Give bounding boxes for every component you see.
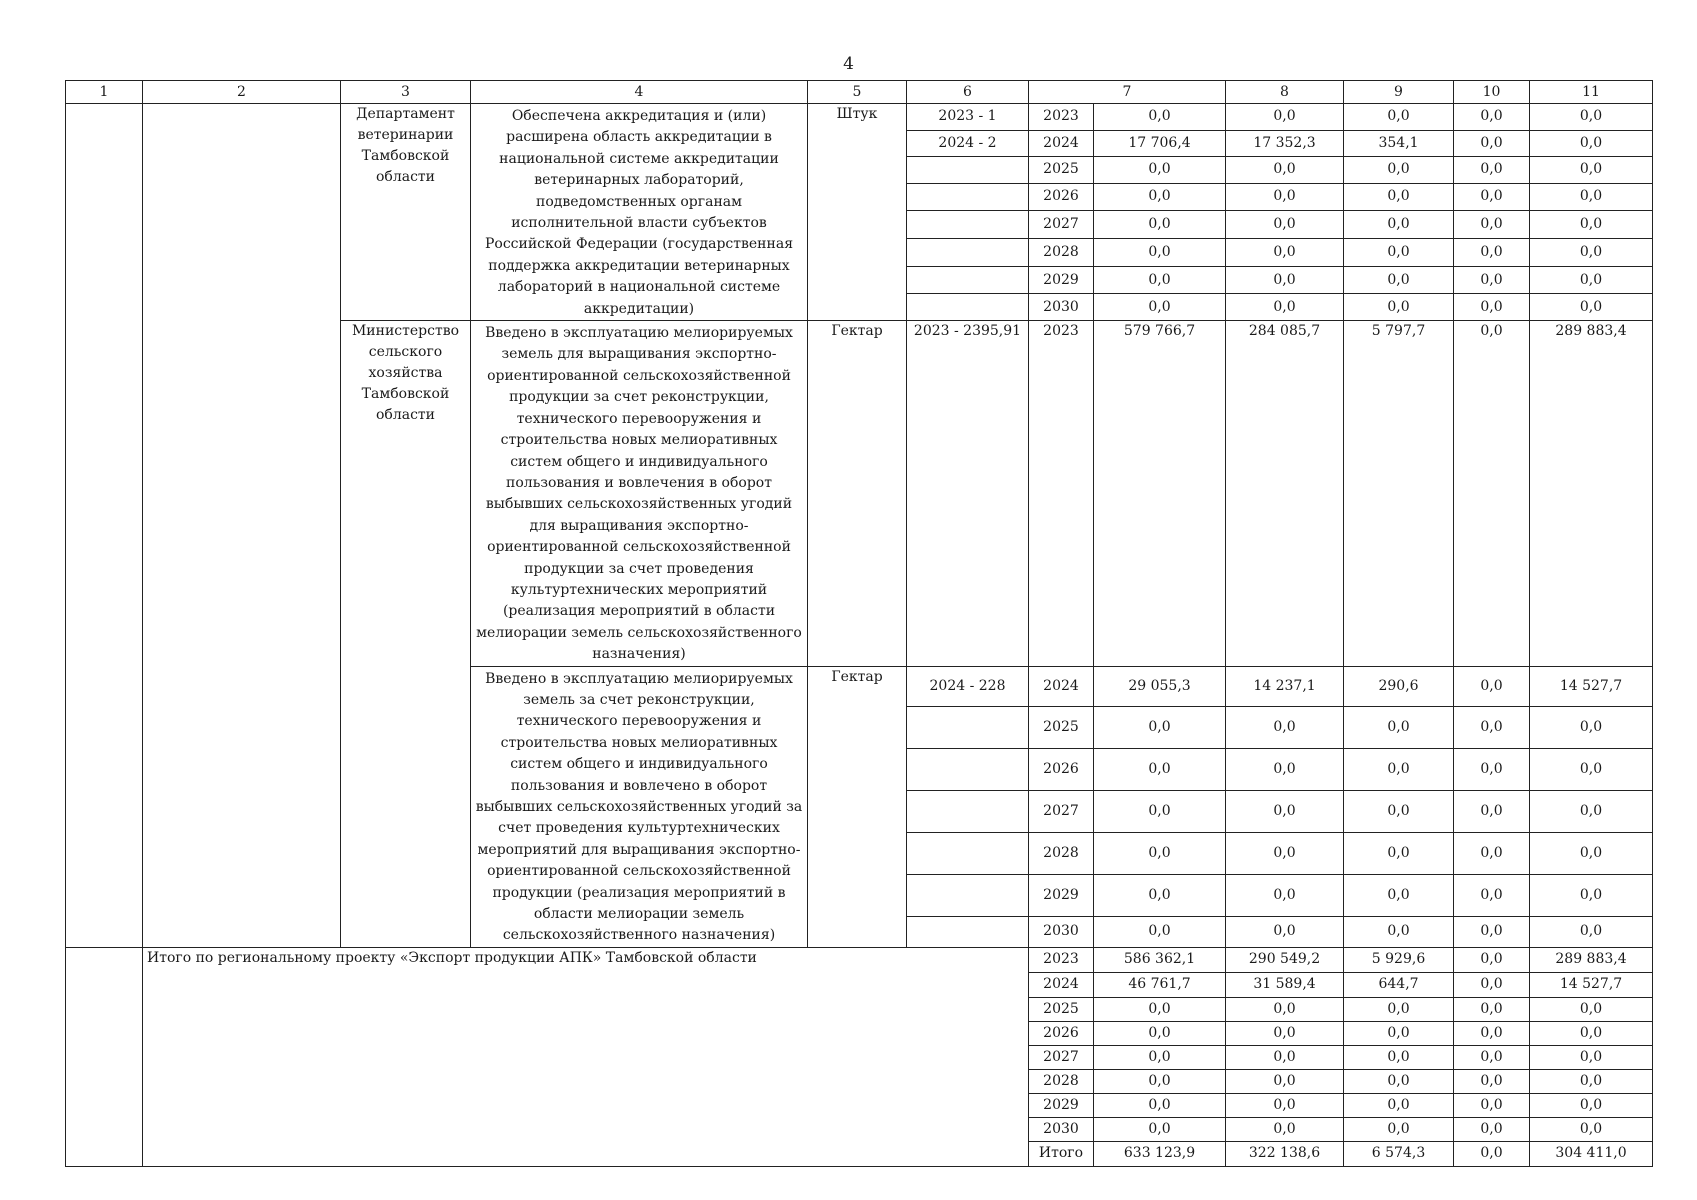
target-cell: [907, 916, 1029, 947]
value-cell-c10: 0,0: [1454, 749, 1530, 791]
value-cell-c10: 0,0: [1454, 666, 1530, 707]
value-cell-c9: 0,0: [1344, 239, 1454, 267]
value-cell-c9: 0,0: [1344, 997, 1454, 1021]
value-cell-c9: 0,0: [1344, 874, 1454, 916]
indicator-description-cell: Введено в эксплуатацию мелиорируемых земель для выращивания экспортно-ориентированной сельскохозяйственной продукции за счет реконструкции, технического перевооружения и строительства новых мелиоративных систем общего и индивидуального пользования и вовлечения в оборот выбывших сельскохозяйственных угодий для выращивания экспортно-ориентированной сельскохозяйственной продукции за счет проведения культуртехнических мероприятий (реализация мероприятий в области мелиорации земель сельскохозяйственного назначения): [471, 321, 808, 667]
value-cell-c9: 0,0: [1344, 211, 1454, 239]
year-cell: 2026: [1029, 183, 1094, 211]
value-cell-c7: 579 766,7: [1094, 321, 1226, 667]
value-cell-c7: 0,0: [1094, 707, 1226, 749]
header-cell: 9: [1344, 81, 1454, 104]
value-cell-c8: 0,0: [1226, 707, 1344, 749]
value-cell-c7: 46 761,7: [1094, 972, 1226, 997]
header-cell: 11: [1530, 81, 1653, 104]
target-cell: [907, 791, 1029, 833]
target-cell: [907, 157, 1029, 184]
target-cell: [907, 832, 1029, 874]
value-cell-c8: 0,0: [1226, 874, 1344, 916]
value-cell-c11: 0,0: [1530, 1069, 1653, 1093]
header-cell: 2: [143, 81, 341, 104]
year-cell: 2027: [1029, 211, 1094, 239]
value-cell-c11: 0,0: [1530, 874, 1653, 916]
year-cell: 2025: [1029, 997, 1094, 1021]
year-cell: 2029: [1029, 266, 1094, 294]
value-cell-c9: 354,1: [1344, 130, 1454, 157]
unit-cell: Гектар: [808, 666, 907, 947]
indicator-description-cell: Обеспечена аккредитация и (или) расширена область аккредитации в национальной системе аккредитации ветеринарных лабораторий, подведомственных органам исполнительной власти субъектов Российской Федерации (государственная поддержка аккредитации ветеринарных лабораторий в национальной системе аккредитации): [471, 104, 808, 321]
value-cell-c9: 290,6: [1344, 666, 1454, 707]
col1-cell: [66, 104, 143, 948]
year-cell: 2023: [1029, 321, 1094, 667]
value-cell-c8: 17 352,3: [1226, 130, 1344, 157]
year-cell: 2030: [1029, 916, 1094, 947]
value-cell-c10: 0,0: [1454, 321, 1530, 667]
unit-cell: Штук: [808, 104, 907, 321]
value-cell-c8: 0,0: [1226, 1093, 1344, 1117]
value-cell-c8: 0,0: [1226, 997, 1344, 1021]
value-cell-c8: 0,0: [1226, 1021, 1344, 1045]
year-cell: 2028: [1029, 239, 1094, 267]
value-cell-c11: 0,0: [1530, 791, 1653, 833]
value-cell-c9: 0,0: [1344, 1093, 1454, 1117]
value-cell-c8: 0,0: [1226, 916, 1344, 947]
value-cell-c11: 0,0: [1530, 211, 1653, 239]
value-cell-c7: 0,0: [1094, 1045, 1226, 1069]
value-cell-c10: 0,0: [1454, 157, 1530, 184]
value-cell-c10: 0,0: [1454, 997, 1530, 1021]
value-cell-c11: 0,0: [1530, 183, 1653, 211]
header-cell: 3: [341, 81, 471, 104]
target-cell: 2024 - 2: [907, 130, 1029, 157]
value-cell-c7: 29 055,3: [1094, 666, 1226, 707]
value-cell-c8: 0,0: [1226, 294, 1344, 321]
total-row: [66, 947, 1653, 972]
value-cell-c11: 0,0: [1530, 832, 1653, 874]
value-cell-c11: 0,0: [1530, 294, 1653, 321]
target-cell: 2023 - 1: [907, 104, 1029, 131]
value-cell-c7: 0,0: [1094, 104, 1226, 131]
value-cell-c9: 0,0: [1344, 294, 1454, 321]
value-cell-c11: 0,0: [1530, 157, 1653, 184]
value-cell-c8: 14 237,1: [1226, 666, 1344, 707]
value-cell-c7: 0,0: [1094, 749, 1226, 791]
value-cell-c8: 0,0: [1226, 266, 1344, 294]
year-cell: 2030: [1029, 294, 1094, 321]
value-cell-c11: 0,0: [1530, 104, 1653, 131]
value-cell-c11: 0,0: [1530, 266, 1653, 294]
total-label-cell: Итого по региональному проекту «Экспорт продукции АПК» Тамбовской области: [143, 947, 1029, 1166]
header-cell: 4: [471, 81, 808, 104]
value-cell-c9: 6 574,3: [1344, 1141, 1454, 1166]
value-cell-c8: 290 549,2: [1226, 947, 1344, 972]
target-cell: [907, 707, 1029, 749]
value-cell-c11: 0,0: [1530, 1093, 1653, 1117]
target-cell: [907, 211, 1029, 239]
value-cell-c11: 0,0: [1530, 749, 1653, 791]
value-cell-c8: 0,0: [1226, 1045, 1344, 1069]
value-cell-c7: 0,0: [1094, 791, 1226, 833]
table-row: [66, 104, 1653, 131]
value-cell-c11: 14 527,7: [1530, 666, 1653, 707]
value-cell-c10: 0,0: [1454, 791, 1530, 833]
target-cell: [907, 294, 1029, 321]
budget-table: [65, 80, 1653, 1167]
value-cell-c10: 0,0: [1454, 130, 1530, 157]
department-cell: Министерство сельского хозяйства Тамбовской области: [341, 321, 471, 948]
value-cell-c8: 0,0: [1226, 183, 1344, 211]
year-cell: 2027: [1029, 791, 1094, 833]
value-cell-c7: 0,0: [1094, 1093, 1226, 1117]
value-cell-c11: 0,0: [1530, 130, 1653, 157]
col2-cell: [143, 104, 341, 948]
value-cell-c8: 0,0: [1226, 104, 1344, 131]
value-cell-c10: 0,0: [1454, 211, 1530, 239]
value-cell-c11: 14 527,7: [1530, 972, 1653, 997]
year-cell: 2029: [1029, 874, 1094, 916]
indicator-description-cell: Введено в эксплуатацию мелиорируемых земель за счет реконструкции, технического перевооружения и строительства новых мелиоративных систем общего и индивидуального пользования и вовлечено в оборот выбывших сельскохозяйственных угодий за счет проведения культуртехнических мероприятий для выращивания экспортно-ориентированной сельскохозяйственной продукции (реализация мероприятий в области мелиорации земель сельскохозяйственного назначения): [471, 666, 808, 947]
year-cell: 2025: [1029, 707, 1094, 749]
unit-cell: Гектар: [808, 321, 907, 667]
page-number: 4: [843, 54, 854, 74]
value-cell-c9: 0,0: [1344, 157, 1454, 184]
header-cell: 6: [907, 81, 1029, 104]
target-cell: 2024 - 228: [907, 666, 1029, 707]
year-cell: 2024: [1029, 972, 1094, 997]
year-cell: 2026: [1029, 749, 1094, 791]
value-cell-c7: 0,0: [1094, 832, 1226, 874]
value-cell-c8: 0,0: [1226, 749, 1344, 791]
col1-cell: [66, 947, 143, 1166]
value-cell-c11: 289 883,4: [1530, 947, 1653, 972]
value-cell-c9: 5 929,6: [1344, 947, 1454, 972]
year-cell: 2029: [1029, 1093, 1094, 1117]
value-cell-c7: 0,0: [1094, 183, 1226, 211]
value-cell-c11: 0,0: [1530, 239, 1653, 267]
value-cell-c10: 0,0: [1454, 832, 1530, 874]
value-cell-c10: 0,0: [1454, 294, 1530, 321]
value-cell-c10: 0,0: [1454, 239, 1530, 267]
target-cell: [907, 874, 1029, 916]
value-cell-c9: 0,0: [1344, 266, 1454, 294]
value-cell-c11: 0,0: [1530, 916, 1653, 947]
value-cell-c11: 0,0: [1530, 1045, 1653, 1069]
year-cell: 2030: [1029, 1117, 1094, 1141]
target-cell: [907, 183, 1029, 211]
value-cell-c8: 0,0: [1226, 1117, 1344, 1141]
year-cell: 2027: [1029, 1045, 1094, 1069]
value-cell-c7: 0,0: [1094, 1117, 1226, 1141]
year-cell: 2023: [1029, 947, 1094, 972]
year-cell: 2024: [1029, 130, 1094, 157]
value-cell-c10: 0,0: [1454, 1021, 1530, 1045]
value-cell-c9: 0,0: [1344, 1069, 1454, 1093]
value-cell-c7: 0,0: [1094, 997, 1226, 1021]
year-cell: 2024: [1029, 666, 1094, 707]
value-cell-c7: 17 706,4: [1094, 130, 1226, 157]
value-cell-c11: 0,0: [1530, 707, 1653, 749]
header-cell: 8: [1226, 81, 1344, 104]
value-cell-c7: 0,0: [1094, 1069, 1226, 1093]
value-cell-c10: 0,0: [1454, 916, 1530, 947]
header-cell: 5: [808, 81, 907, 104]
value-cell-c8: 0,0: [1226, 832, 1344, 874]
value-cell-c10: 0,0: [1454, 104, 1530, 131]
header-cell: 10: [1454, 81, 1530, 104]
value-cell-c10: 0,0: [1454, 972, 1530, 997]
value-cell-c7: 0,0: [1094, 874, 1226, 916]
value-cell-c7: 0,0: [1094, 266, 1226, 294]
value-cell-c11: 0,0: [1530, 1117, 1653, 1141]
value-cell-c8: 0,0: [1226, 239, 1344, 267]
value-cell-c7: 0,0: [1094, 211, 1226, 239]
department-cell: Департамент ветеринарии Тамбовской области: [341, 104, 471, 321]
value-cell-c9: 0,0: [1344, 707, 1454, 749]
value-cell-c10: 0,0: [1454, 183, 1530, 211]
value-cell-c9: 5 797,7: [1344, 321, 1454, 667]
value-cell-c9: 0,0: [1344, 791, 1454, 833]
value-cell-c7: 0,0: [1094, 294, 1226, 321]
value-cell-c10: 0,0: [1454, 1141, 1530, 1166]
value-cell-c10: 0,0: [1454, 1117, 1530, 1141]
value-cell-c10: 0,0: [1454, 1069, 1530, 1093]
value-cell-c7: 0,0: [1094, 157, 1226, 184]
value-cell-c10: 0,0: [1454, 707, 1530, 749]
value-cell-c7: 586 362,1: [1094, 947, 1226, 972]
year-cell: 2028: [1029, 1069, 1094, 1093]
value-cell-c9: 0,0: [1344, 1117, 1454, 1141]
value-cell-c8: 0,0: [1226, 1069, 1344, 1093]
value-cell-c8: 0,0: [1226, 211, 1344, 239]
header-cell: 7: [1029, 81, 1226, 104]
year-cell: Итого: [1029, 1141, 1094, 1166]
year-cell: 2023: [1029, 104, 1094, 131]
value-cell-c9: 0,0: [1344, 832, 1454, 874]
value-cell-c9: 0,0: [1344, 916, 1454, 947]
value-cell-c9: 644,7: [1344, 972, 1454, 997]
value-cell-c7: 0,0: [1094, 1021, 1226, 1045]
value-cell-c8: 284 085,7: [1226, 321, 1344, 667]
value-cell-c11: 0,0: [1530, 1021, 1653, 1045]
header-row: [66, 81, 1653, 104]
value-cell-c8: 0,0: [1226, 791, 1344, 833]
value-cell-c10: 0,0: [1454, 266, 1530, 294]
value-cell-c7: 633 123,9: [1094, 1141, 1226, 1166]
target-cell: [907, 266, 1029, 294]
value-cell-c9: 0,0: [1344, 1045, 1454, 1069]
value-cell-c10: 0,0: [1454, 1093, 1530, 1117]
target-cell: 2023 - 2395,91: [907, 321, 1029, 667]
value-cell-c9: 0,0: [1344, 1021, 1454, 1045]
value-cell-c9: 0,0: [1344, 104, 1454, 131]
value-cell-c10: 0,0: [1454, 1045, 1530, 1069]
value-cell-c11: 0,0: [1530, 997, 1653, 1021]
target-cell: [907, 239, 1029, 267]
value-cell-c8: 31 589,4: [1226, 972, 1344, 997]
value-cell-c9: 0,0: [1344, 749, 1454, 791]
value-cell-c11: 304 411,0: [1530, 1141, 1653, 1166]
header-cell: 1: [66, 81, 143, 104]
value-cell-c7: 0,0: [1094, 916, 1226, 947]
value-cell-c11: 289 883,4: [1530, 321, 1653, 667]
target-cell: [907, 749, 1029, 791]
value-cell-c8: 0,0: [1226, 157, 1344, 184]
value-cell-c8: 322 138,6: [1226, 1141, 1344, 1166]
year-cell: 2028: [1029, 832, 1094, 874]
value-cell-c10: 0,0: [1454, 874, 1530, 916]
value-cell-c10: 0,0: [1454, 947, 1530, 972]
year-cell: 2026: [1029, 1021, 1094, 1045]
value-cell-c7: 0,0: [1094, 239, 1226, 267]
year-cell: 2025: [1029, 157, 1094, 184]
value-cell-c9: 0,0: [1344, 183, 1454, 211]
